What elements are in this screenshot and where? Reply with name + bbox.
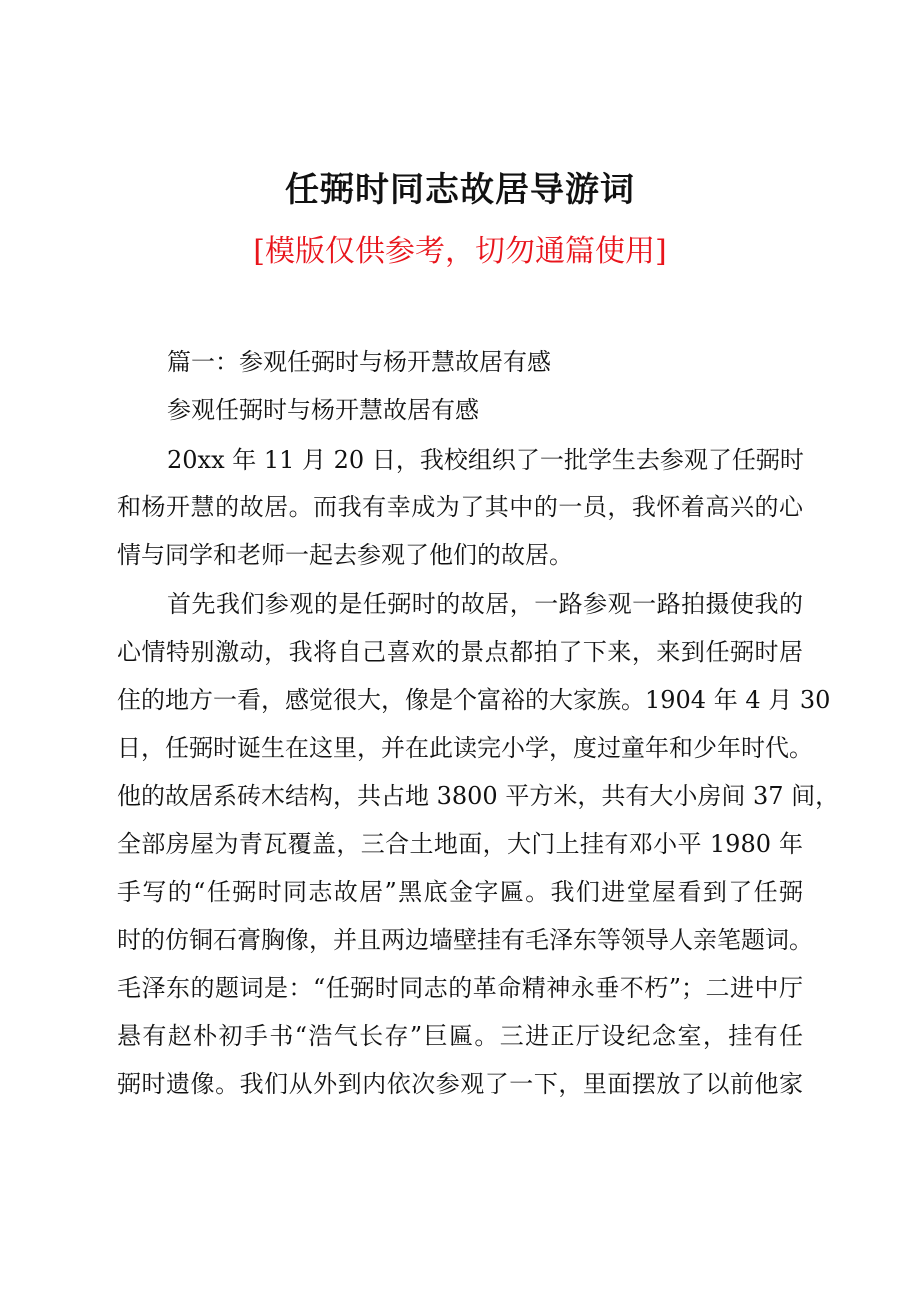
paragraph-line: 他的故居系砖木结构，共占地 3800 平方米，共有大小房间 37 间，	[117, 782, 840, 810]
paragraph-line: 时的仿铜石膏胸像，并且两边墙壁挂有毛泽东等领导人亲笔题词。	[117, 926, 813, 954]
paragraph-line: 悬有赵朴初手书“浩气长存”巨匾。三进正厅设纪念室，挂有任	[117, 1022, 803, 1050]
paragraph-line: 住的地方一看，感觉很大，像是个富裕的大家族。1904 年 4 月 30	[117, 686, 831, 714]
section-heading: 篇一：参观任弼时与杨开慧故居有感	[167, 348, 551, 376]
paragraph-line: 和杨开慧的故居。而我有幸成为了其中的一员，我怀着高兴的心	[117, 493, 803, 521]
paragraph-line: 情与同学和老师一起去参观了他们的故居。	[117, 541, 573, 569]
document-subtitle: [模版仅供参考，切勿通篇使用]	[253, 234, 667, 269]
article-title: 参观任弼时与杨开慧故居有感	[167, 396, 479, 424]
paragraph-line: 毛泽东的题词是：“任弼时同志的革命精神永垂不朽”；二进中厅	[117, 974, 803, 1002]
document-title: 任弼时同志故居导游词	[285, 170, 635, 210]
paragraph-line: 全部房屋为青瓦覆盖，三合土地面，大门上挂有邓小平 1980 年	[117, 830, 803, 858]
paragraph-line: 弼时遗像。我们从外到内依次参观了一下，里面摆放了以前他家	[117, 1070, 803, 1098]
paragraph-line: 心情特别激动，我将自己喜欢的景点都拍了下来，来到任弼时居	[117, 638, 803, 666]
paragraph-line: 首先我们参观的是任弼时的故居，一路参观一路拍摄使我的	[167, 590, 803, 618]
paragraph-line: 日，任弼时诞生在这里，并在此读完小学，度过童年和少年时代。	[117, 734, 813, 762]
paragraph-line: 20xx 年 11 月 20 日，我校组织了一批学生去参观了任弼时	[167, 446, 804, 474]
paragraph-line: 手写的“任弼时同志故居”黑底金字匾。我们进堂屋看到了任弼	[117, 878, 803, 906]
